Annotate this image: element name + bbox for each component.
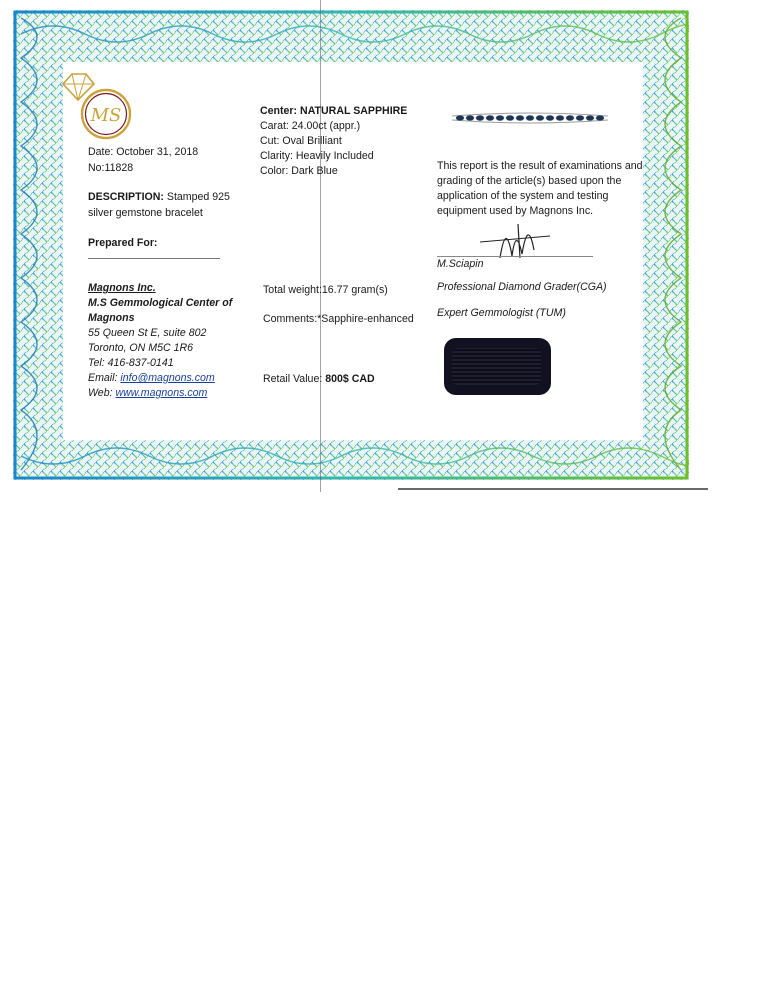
report-statement-line2: grading of the article(s) based upon the bbox=[437, 175, 622, 187]
prepared-for-label: Prepared For: bbox=[88, 237, 158, 249]
web-label: Web: bbox=[88, 387, 113, 399]
address-line1: 55 Queen St E, suite 802 bbox=[88, 327, 207, 339]
web-row bbox=[88, 386, 207, 401]
diamond-ring-logo-icon bbox=[60, 72, 140, 142]
report-statement-line3: application of the system and testing bbox=[437, 190, 609, 202]
logo-letters: MS bbox=[90, 105, 122, 126]
report-statement-line4: equipment used by Magnons Inc. bbox=[437, 205, 594, 217]
address-line2: Toronto, ON M5C 1R6 bbox=[88, 342, 194, 354]
fold-crease bbox=[320, 0, 321, 492]
description-value: Stamped 925 bbox=[166, 191, 230, 203]
email-row bbox=[88, 371, 215, 386]
bracelet-photo-icon bbox=[450, 108, 610, 128]
comments-text: Comments:*Sapphire-enhanced bbox=[263, 313, 414, 325]
description-label: DESCRIPTION: bbox=[88, 191, 164, 203]
embossed-stamp-icon bbox=[444, 338, 551, 395]
prepared-for-line bbox=[88, 258, 220, 259]
signer-title2: Expert Gemmologist (TUM) bbox=[437, 307, 566, 319]
description-line1 bbox=[88, 190, 230, 205]
center-name-line2: Magnons bbox=[88, 312, 135, 324]
center-name-line1: M.S Gemmological Center of bbox=[88, 297, 233, 309]
report-statement-line1: This report is the result of examinations and bbox=[437, 160, 643, 172]
clarity-text: Clarity: Heavily Included bbox=[260, 150, 374, 162]
scan-edge-line bbox=[398, 488, 708, 490]
report-number: No:11828 bbox=[88, 162, 134, 174]
date-text: Date: October 31, 2018 bbox=[88, 146, 199, 158]
email-label: Email: bbox=[88, 372, 118, 384]
company-name: Magnons Inc. bbox=[88, 282, 156, 294]
carat-text: Carat: 24.00ct (appr.) bbox=[260, 120, 361, 132]
retail-value: 800$ CAD bbox=[325, 373, 375, 385]
color-text: Color: Dark Blue bbox=[260, 165, 338, 177]
retail-label: Retail Value: bbox=[263, 373, 323, 385]
description-line2: silver gemstone bracelet bbox=[88, 207, 203, 219]
center-label: Center: bbox=[260, 105, 298, 117]
cut-text: Cut: Oval Brilliant bbox=[260, 135, 342, 147]
total-weight-text: Total weight:16.77 gram(s) bbox=[263, 284, 388, 296]
retail-value-row bbox=[263, 372, 375, 387]
signer-title1: Professional Diamond Grader(CGA) bbox=[437, 281, 607, 293]
signer-name: M.Sciapin bbox=[437, 258, 484, 270]
email-link[interactable]: info@magnons.com bbox=[120, 372, 215, 384]
phone-text: Tel: 416-837-0141 bbox=[88, 357, 174, 369]
center-stone-row bbox=[260, 104, 407, 119]
center-value: NATURAL SAPPHIRE bbox=[300, 105, 408, 117]
web-link[interactable]: www.magnons.com bbox=[115, 387, 208, 399]
